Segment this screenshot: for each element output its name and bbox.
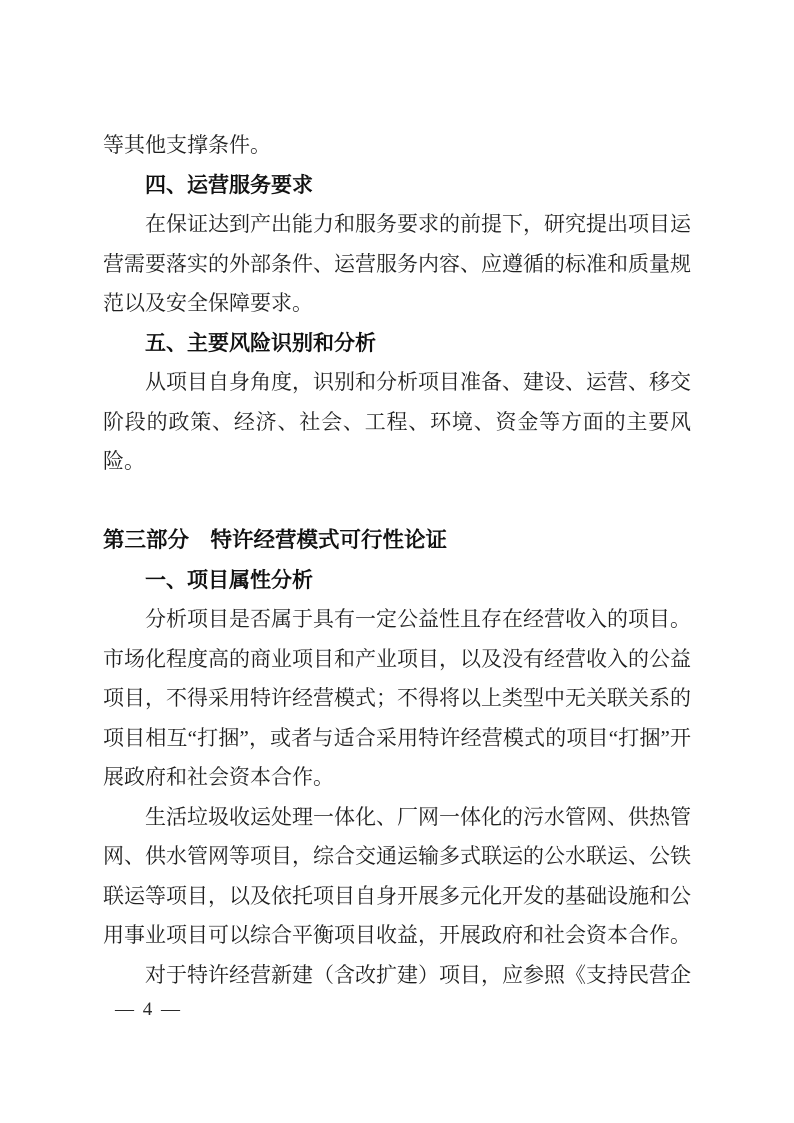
paragraph-project-attribute-1: 分析项目是否属于具有一定公益性且存在经营收入的项目。市场化程度高的商业项目和产业项目，以及没有经营收入的公益项目，不得采用特许经营模式；不得将以上类型中无关联关系的项目相互“打捆”，或者与适合采用特许经营模式的项目“打捆”开展政府和社会资本合作。 [103,607,691,789]
paragraph-continuation: 等其他支撑条件。 [103,133,271,157]
paragraph-project-attribute-2: 生活垃圾收运处理一体化、厂网一体化的污水管网、供热管网、供水管网等项目，综合交通运输多式联运的公水联运、公铁联运等项目，以及依托项目自身开展多元化开发的基础设施和公用事业项目可以综合平衡项目收益，开展政府和社会资本合作。 [103,804,691,947]
page-number: — 4 — [115,999,182,1020]
section-heading-project-attribute: 一、项目属性分析 [145,568,313,592]
page-body [103,126,691,995]
section-heading-risk-analysis: 五、主要风险识别和分析 [145,331,376,355]
part-heading: 第三部分 特许经营模式可行性论证 [103,528,448,552]
section-heading-operation-service: 四、运营服务要求 [145,173,313,197]
paragraph-risk-analysis: 从项目自身角度，识别和分析项目准备、建设、运营、移交阶段的政策、经济、社会、工程、环境、资金等方面的主要风险。 [103,370,691,473]
paragraph-project-attribute-3: 对于特许经营新建（含改扩建）项目，应参照《支持民营企 [145,962,691,987]
paragraph-operation-service: 在保证达到产出能力和服务要求的前提下，研究提出项目运营需要落实的外部条件、运营服务内容、应遵循的标准和质量规范以及安全保障要求。 [103,212,691,315]
